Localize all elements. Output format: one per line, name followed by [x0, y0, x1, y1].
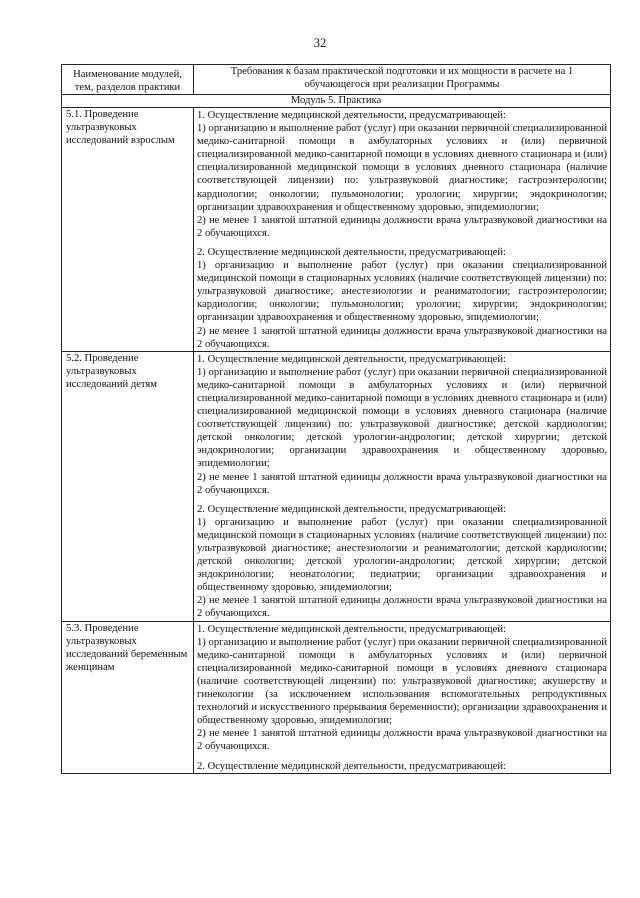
block-item: 1) организацию и выполнение работ (услуг) при оказании первичной специализированной медико-санитарной помощи в амбулаторных условиях и (или) первичной специализированной медико-санитарной помощи в условиях дневного стационара (наличие соответствующей лицензии) по: ультразвуковой диагностике; акушерству и гинекологии (за исключением использования вспомогательных репродуктивных технологий и искусственного прерывания беременности); организации здравоохранения и общественному здоровью, эпидемиологии; — [197, 636, 607, 727]
header-module-name: Наименование модулей, тем, разделов практики — [62, 65, 194, 95]
block-item: 1) организацию и выполнение работ (услуг) при оказании первичной специализированной медико-санитарной помощи в амбулаторных условиях и (или) первичной специализированной медико-санитарной помощи в условиях дневного стационара и (или) специализированной медицинской помощи в условиях дневного стационара (наличие соответствующей лицензии) по: ультразвуковой диагностике; детской кардиологии; детской онкологии; детской урологии-андрологии; детской хирургии; детской эндокринологии; организации здравоохранения и общественному здоровью, эпидемиологии; — [197, 366, 607, 470]
block-title: 2. Осуществление медицинской деятельности, предусматривающей: — [197, 503, 506, 515]
block-title: 1. Осуществление медицинской деятельности, предусматривающей: — [197, 623, 506, 635]
section-name: 5.3. Проведение ультразвуковых исследований беременным женщинам — [62, 621, 194, 773]
table-row — [62, 351, 611, 621]
requirements-cell — [194, 108, 611, 352]
block-title: 1. Осуществление медицинской деятельности, предусматривающей: — [197, 353, 506, 365]
requirements-cell — [194, 351, 611, 621]
module-title: Модуль 5. Практика — [62, 95, 611, 108]
block-item: 2) не менее 1 занятой штатной единицы должности врача ультразвуковой диагностики на 2 обучающихся. — [197, 471, 607, 496]
block-title: 1. Осуществление медицинской деятельности, предусматривающей: — [197, 110, 506, 121]
requirement-block — [197, 246, 607, 351]
requirements-table — [61, 64, 611, 774]
table-row — [62, 108, 611, 352]
block-item: 2) не менее 1 занятой штатной единицы должности врача ультразвуковой диагностики на 2 обучающихся. — [197, 595, 607, 620]
block-item: 1) организацию и выполнение работ (услуг) при оказании специализированной медицинской помощи в стационарных условиях (наличие соответствующей лицензии) по: ультразвуковой диагностике; анестезиологии и реаниматологии; детской кардиологии; детской онкологии; детской урологии-андрологии; детской хирургии; детской эндокринологии; неонатологии; педиатрии; организации здравоохранения и общественному здоровью, эпидемиологии; — [197, 516, 607, 594]
block-title: 2. Осуществление медицинской деятельности, предусматривающей: — [197, 246, 506, 258]
block-item: 2) не менее 1 занятой штатной единицы должности врача ультразвуковой диагностики на 2 обучающихся. — [197, 325, 607, 350]
requirement-block — [197, 109, 607, 240]
requirement-block — [197, 623, 607, 754]
section-name: 5.2. Проведение ультразвуковых исследований детям — [62, 351, 194, 621]
page-number: 32 — [313, 36, 327, 50]
requirement-block — [197, 353, 607, 497]
header-requirements: Требования к базам практической подготовки и их мощности в расчете на 1 обучающегося при реализации Программы — [194, 65, 611, 95]
block-item: 2) не менее 1 занятой штатной единицы должности врача ультразвуковой диагностики на 2 обучающихся. — [197, 214, 607, 239]
module-title-row — [62, 95, 611, 108]
table-header-row — [62, 65, 611, 95]
requirement-block — [197, 503, 607, 621]
requirements-cell — [194, 621, 611, 773]
block-item: 1) организацию и выполнение работ (услуг) при оказании специализированной медицинской помощи в стационарных условиях (наличие соответствующей лицензии) по: ультразвуковой диагностике; анестезиологии и реаниматологии; гастроэнтерологии; кардиологии; онкологии; пульмонологии; урологии; хирургии; эндокринологии; организации здравоохранения и общественному здоровью, эпидемиологии; — [197, 260, 607, 324]
block-item: 1) организацию и выполнение работ (услуг) при оказании первичной специализированной медико-санитарной помощи в амбулаторных условиях и (или) первичной специализированной медико-санитарной помощи в условиях дневного стационара и (или) специализированной медицинской помощи в условиях дневного стационара (наличие соответствующей лицензии) по: ультразвуковой диагностике; гастроэнтерологии; кардиологии; онкологии; пульмонологии; урологии; хирургии; эндокринологии; организации здравоохранения и общественному здоровью, эпидемиологии; — [197, 123, 607, 213]
block-item: 2) не менее 1 занятой штатной единицы должности врача ультразвуковой диагностики на 2 обучающихся. — [197, 728, 607, 753]
section-name: 5.1. Проведение ультразвуковых исследований взрослым — [62, 108, 194, 352]
requirement-block — [197, 760, 607, 773]
table-row — [62, 621, 611, 773]
block-title: 2. Осуществление медицинской деятельности, предусматривающей: — [197, 760, 506, 772]
